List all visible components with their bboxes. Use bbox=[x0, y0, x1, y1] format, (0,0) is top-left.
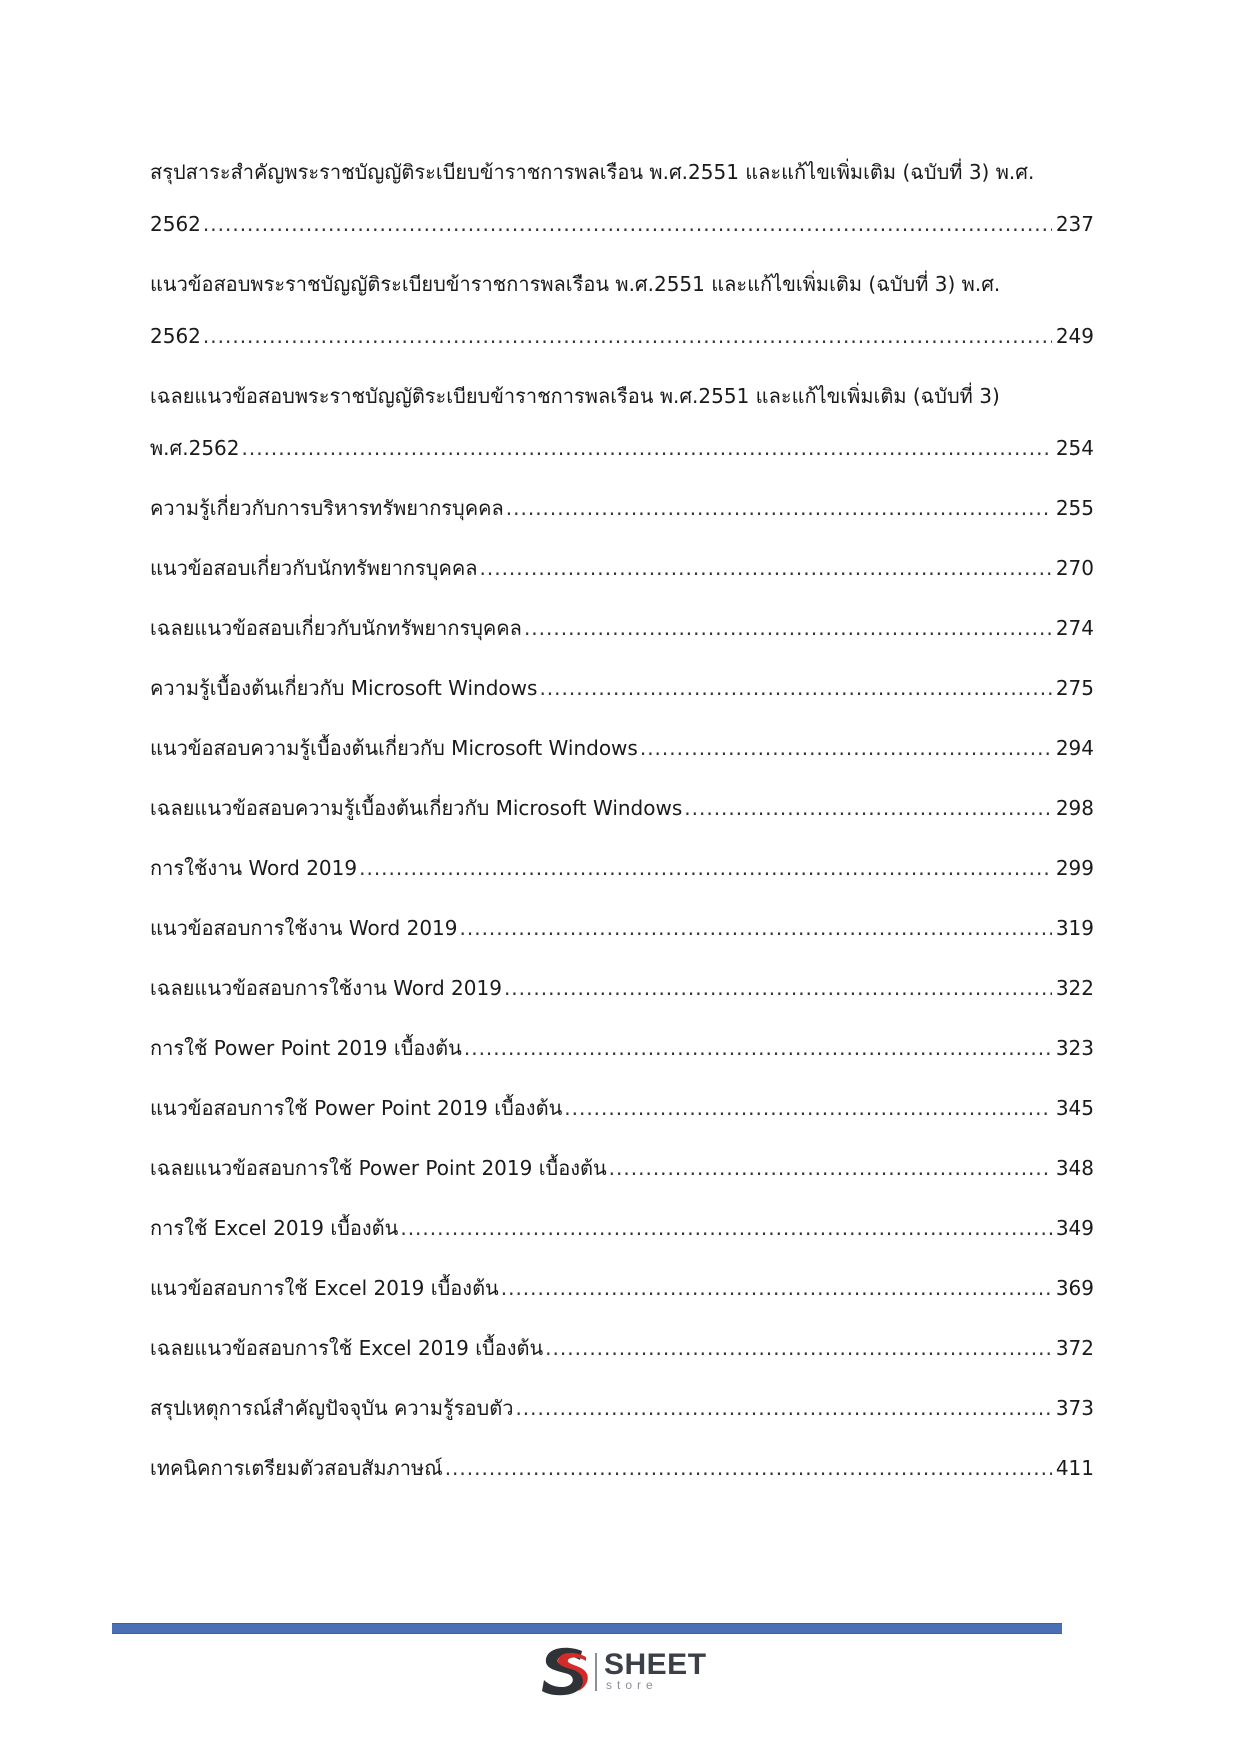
toc-entry[interactable] bbox=[150, 782, 1094, 842]
toc-entry-title: แนวข้อสอบการใช้ Excel 2019 เบื้องต้น bbox=[150, 1276, 499, 1300]
dot-leader bbox=[464, 1022, 1052, 1074]
toc-entry-page: 322 bbox=[1055, 976, 1094, 1000]
toc-entry[interactable] bbox=[150, 482, 1094, 542]
toc-entry[interactable] bbox=[150, 1382, 1094, 1442]
toc-entry[interactable] bbox=[150, 1022, 1094, 1082]
toc-entry-page: 319 bbox=[1055, 916, 1094, 940]
logo-divider bbox=[595, 1653, 597, 1691]
toc-entry-title-line2: 2562 bbox=[150, 324, 201, 348]
toc-entry-title: การใช้ Excel 2019 เบื้องต้น bbox=[150, 1216, 399, 1240]
toc-entry-leader-line bbox=[150, 198, 1094, 250]
dot-leader bbox=[400, 1202, 1051, 1254]
footer-divider-bar bbox=[112, 1623, 1062, 1634]
toc-entry[interactable] bbox=[150, 842, 1094, 902]
toc-entry-title: เฉลยแนวข้อสอบความรู้เบื้องต้นเกี่ยวกับ Microsoft Windows bbox=[150, 796, 683, 820]
toc-entry[interactable] bbox=[150, 1142, 1094, 1202]
dot-leader bbox=[445, 1442, 1052, 1494]
dot-leader bbox=[524, 602, 1052, 654]
dot-leader bbox=[515, 1382, 1051, 1434]
toc-entry-title: เฉลยแนวข้อสอบเกี่ยวกับนักทรัพยากรบุคคล bbox=[150, 616, 522, 640]
dot-leader bbox=[203, 198, 1052, 250]
toc-entry-page: 349 bbox=[1055, 1216, 1094, 1240]
toc-entry-title: แนวข้อสอบเกี่ยวกับนักทรัพยากรบุคคล bbox=[150, 556, 478, 580]
toc-entry[interactable] bbox=[150, 1322, 1094, 1382]
toc-entry[interactable] bbox=[150, 370, 1094, 474]
toc-entry-title: เฉลยแนวข้อสอบการใช้ Excel 2019 เบื้องต้น bbox=[150, 1336, 544, 1360]
toc-entry-title: เฉลยแนวข้อสอบการใช้ Power Point 2019 เบื้องต้น bbox=[150, 1156, 607, 1180]
toc-entry-title: แนวข้อสอบการใช้งาน Word 2019 bbox=[150, 916, 458, 940]
toc-entry[interactable] bbox=[150, 722, 1094, 782]
toc-entry-title-line1: แนวข้อสอบพระราชบัญญัติระเบียบข้าราชการพลเรือน พ.ศ.2551 และแก้ไขเพิ่มเติม (ฉบับที่ 3) พ.ศ. bbox=[150, 272, 1001, 296]
toc-entry-page: 369 bbox=[1055, 1276, 1094, 1300]
toc-entry-page: 298 bbox=[1055, 796, 1094, 820]
toc-entry-title-line2: พ.ศ.2562 bbox=[150, 436, 240, 460]
dot-leader bbox=[564, 1082, 1052, 1134]
dot-leader bbox=[359, 842, 1052, 894]
toc-entry-page: 345 bbox=[1055, 1096, 1094, 1120]
toc-entry-page: 299 bbox=[1055, 856, 1094, 880]
toc-entry-title: ความรู้เบื้องต้นเกี่ยวกับ Microsoft Windows bbox=[150, 676, 538, 700]
dot-leader bbox=[684, 782, 1052, 834]
toc-entry-page: 254 bbox=[1055, 436, 1094, 460]
toc-entry-page: 275 bbox=[1055, 676, 1094, 700]
toc-entry-page: 255 bbox=[1055, 496, 1094, 520]
toc-entry-title: การใช้งาน Word 2019 bbox=[150, 856, 358, 880]
toc-entry-title: แนวข้อสอบความรู้เบื้องต้นเกี่ยวกับ Microsoft Windows bbox=[150, 736, 638, 760]
toc-entry-title: การใช้ Power Point 2019 เบื้องต้น bbox=[150, 1036, 462, 1060]
toc-entry-page: 323 bbox=[1055, 1036, 1094, 1060]
dot-leader bbox=[545, 1322, 1052, 1374]
toc-entry-title-line1: เฉลยแนวข้อสอบพระราชบัญญัติระเบียบข้าราชการพลเรือน พ.ศ.2551 และแก้ไขเพิ่มเติม (ฉบับที่ 3) bbox=[150, 384, 1000, 408]
toc-entry-page: 249 bbox=[1055, 324, 1094, 348]
dot-leader bbox=[640, 722, 1052, 774]
toc-entry-page: 270 bbox=[1055, 556, 1094, 580]
toc-entry-title: เฉลยแนวข้อสอบการใช้งาน Word 2019 bbox=[150, 976, 502, 1000]
dot-leader bbox=[506, 482, 1052, 534]
sheet-store-logo bbox=[538, 1643, 708, 1699]
toc-entry-page: 348 bbox=[1055, 1156, 1094, 1180]
dot-leader bbox=[203, 310, 1052, 362]
logo-sub-text: store bbox=[606, 1678, 658, 1692]
dot-leader bbox=[242, 422, 1052, 474]
toc-entry-page: 372 bbox=[1055, 1336, 1094, 1360]
toc-entry[interactable] bbox=[150, 962, 1094, 1022]
toc-entry-page: 411 bbox=[1055, 1456, 1094, 1480]
dot-leader bbox=[501, 1262, 1052, 1314]
toc-entry[interactable] bbox=[150, 662, 1094, 722]
toc-entry[interactable] bbox=[150, 602, 1094, 662]
toc-entry[interactable] bbox=[150, 1082, 1094, 1142]
toc-entry-title: เทคนิคการเตรียมตัวสอบสัมภาษณ์ bbox=[150, 1456, 443, 1480]
toc-entry-page: 373 bbox=[1055, 1396, 1094, 1420]
toc-entry[interactable] bbox=[150, 1262, 1094, 1322]
dot-leader bbox=[609, 1142, 1052, 1194]
dot-leader bbox=[460, 902, 1052, 954]
table-of-contents bbox=[150, 146, 1094, 1502]
toc-entry[interactable] bbox=[150, 146, 1094, 250]
toc-entry-page: 237 bbox=[1055, 212, 1094, 236]
dot-leader bbox=[504, 962, 1052, 1014]
logo-brand-text: SHEET bbox=[604, 1648, 707, 1681]
toc-entry-leader-line bbox=[150, 310, 1094, 362]
toc-entry-page: 274 bbox=[1055, 616, 1094, 640]
toc-entry-title: ความรู้เกี่ยวกับการบริหารทรัพยากรบุคคล bbox=[150, 496, 504, 520]
toc-entry-title: สรุปเหตุการณ์สำคัญปัจจุบัน ความรู้รอบตัว bbox=[150, 1396, 514, 1420]
sheet-store-s-logo-icon bbox=[538, 1643, 592, 1699]
toc-entry[interactable] bbox=[150, 1202, 1094, 1262]
toc-entry-title-line2: 2562 bbox=[150, 212, 201, 236]
dot-leader bbox=[480, 542, 1052, 594]
dot-leader bbox=[539, 662, 1051, 714]
toc-entry[interactable] bbox=[150, 542, 1094, 602]
toc-entry-leader-line bbox=[150, 422, 1094, 474]
toc-entry[interactable] bbox=[150, 258, 1094, 362]
toc-entry-page: 294 bbox=[1055, 736, 1094, 760]
toc-entry[interactable] bbox=[150, 1442, 1094, 1502]
toc-entry-title-line1: สรุปสาระสำคัญพระราชบัญญัติระเบียบข้าราชการพลเรือน พ.ศ.2551 และแก้ไขเพิ่มเติม (ฉบับที่ 3) พ.ศ. bbox=[150, 160, 1035, 184]
toc-entry-title: แนวข้อสอบการใช้ Power Point 2019 เบื้องต้น bbox=[150, 1096, 563, 1120]
toc-entry[interactable] bbox=[150, 902, 1094, 962]
